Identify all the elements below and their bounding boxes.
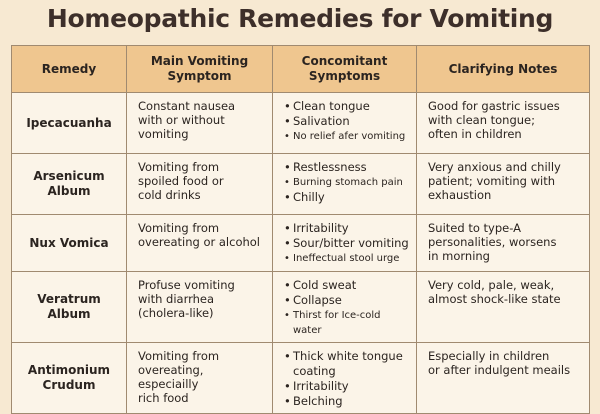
header-row xyxy=(12,46,590,93)
concomitant-symptoms xyxy=(273,93,417,154)
table-row xyxy=(12,93,590,154)
header-concomitant-symptoms: Concomitant Symptoms xyxy=(273,46,417,93)
remedy-name: Veratrum Album xyxy=(12,272,127,343)
concomitant-symptoms xyxy=(273,215,417,272)
symptom-item: • Ineffectual stool urge xyxy=(284,251,410,266)
page-title: Homeopathic Remedies for Vomiting xyxy=(46,4,554,33)
symptom-item: • Burning stomach pain xyxy=(284,175,410,190)
symptom-item: • Restlessness xyxy=(284,160,410,175)
symptom-item: • No relief afer vomiting xyxy=(284,129,410,144)
remedy-name: Nux Vomica xyxy=(12,215,127,272)
symptom-item: • Thick white tongue coating xyxy=(284,349,410,379)
clarifying-note: Suited to type-A personalities, worsens in morning xyxy=(417,215,590,272)
symptom-item: • Cold sweat xyxy=(284,278,410,293)
main-symptom: Vomiting from overeating, especiailly rich food xyxy=(127,343,273,414)
table-row xyxy=(12,154,590,215)
symptom-item: • Thirst for Ice-cold water xyxy=(284,308,410,338)
clarifying-note: Very anxious and chilly patient; vomiting with exhaustion xyxy=(417,154,590,215)
main-symptom: Vomiting from spoiled food or cold drinks xyxy=(127,154,273,215)
header-main-symptom: Main Vomiting Symptom xyxy=(127,46,273,93)
symptom-item: • Irritability xyxy=(284,379,410,394)
symptom-item: • Sour/bitter vomiting xyxy=(284,236,410,251)
symptom-item: • Collapse xyxy=(284,293,410,308)
header-clarifying-notes: Clarifying Notes xyxy=(417,46,590,93)
remedy-name: Ipecacuanha xyxy=(12,93,127,154)
header-remedy: Remedy xyxy=(12,46,127,93)
clarifying-note: Very cold, pale, weak, almost shock-like state xyxy=(417,272,590,343)
table-row xyxy=(12,272,590,343)
concomitant-symptoms xyxy=(273,272,417,343)
main-symptom: Vomiting from overeating or alcohol xyxy=(127,215,273,272)
symptom-item: • Irritability xyxy=(284,221,410,236)
main-symptom: Constant nausea with or without vomiting xyxy=(127,93,273,154)
concomitant-symptoms xyxy=(273,154,417,215)
symptom-item: • Chilly xyxy=(284,190,410,205)
symptom-item: • Clean tongue xyxy=(284,99,410,114)
table-row xyxy=(12,215,590,272)
clarifying-note: Especially in children or after indulgent meails xyxy=(417,343,590,414)
remedy-name: Arsenicum Album xyxy=(12,154,127,215)
remedy-name: Antimonium Crudum xyxy=(12,343,127,414)
clarifying-note: Good for gastric issues with clean tongue; often in children xyxy=(417,93,590,154)
main-symptom: Profuse vomiting with diarrhea (cholera-like) xyxy=(127,272,273,343)
remedy-table xyxy=(11,45,590,414)
symptom-item: • Belching xyxy=(284,394,410,409)
symptom-item: • Salivation xyxy=(284,114,410,129)
